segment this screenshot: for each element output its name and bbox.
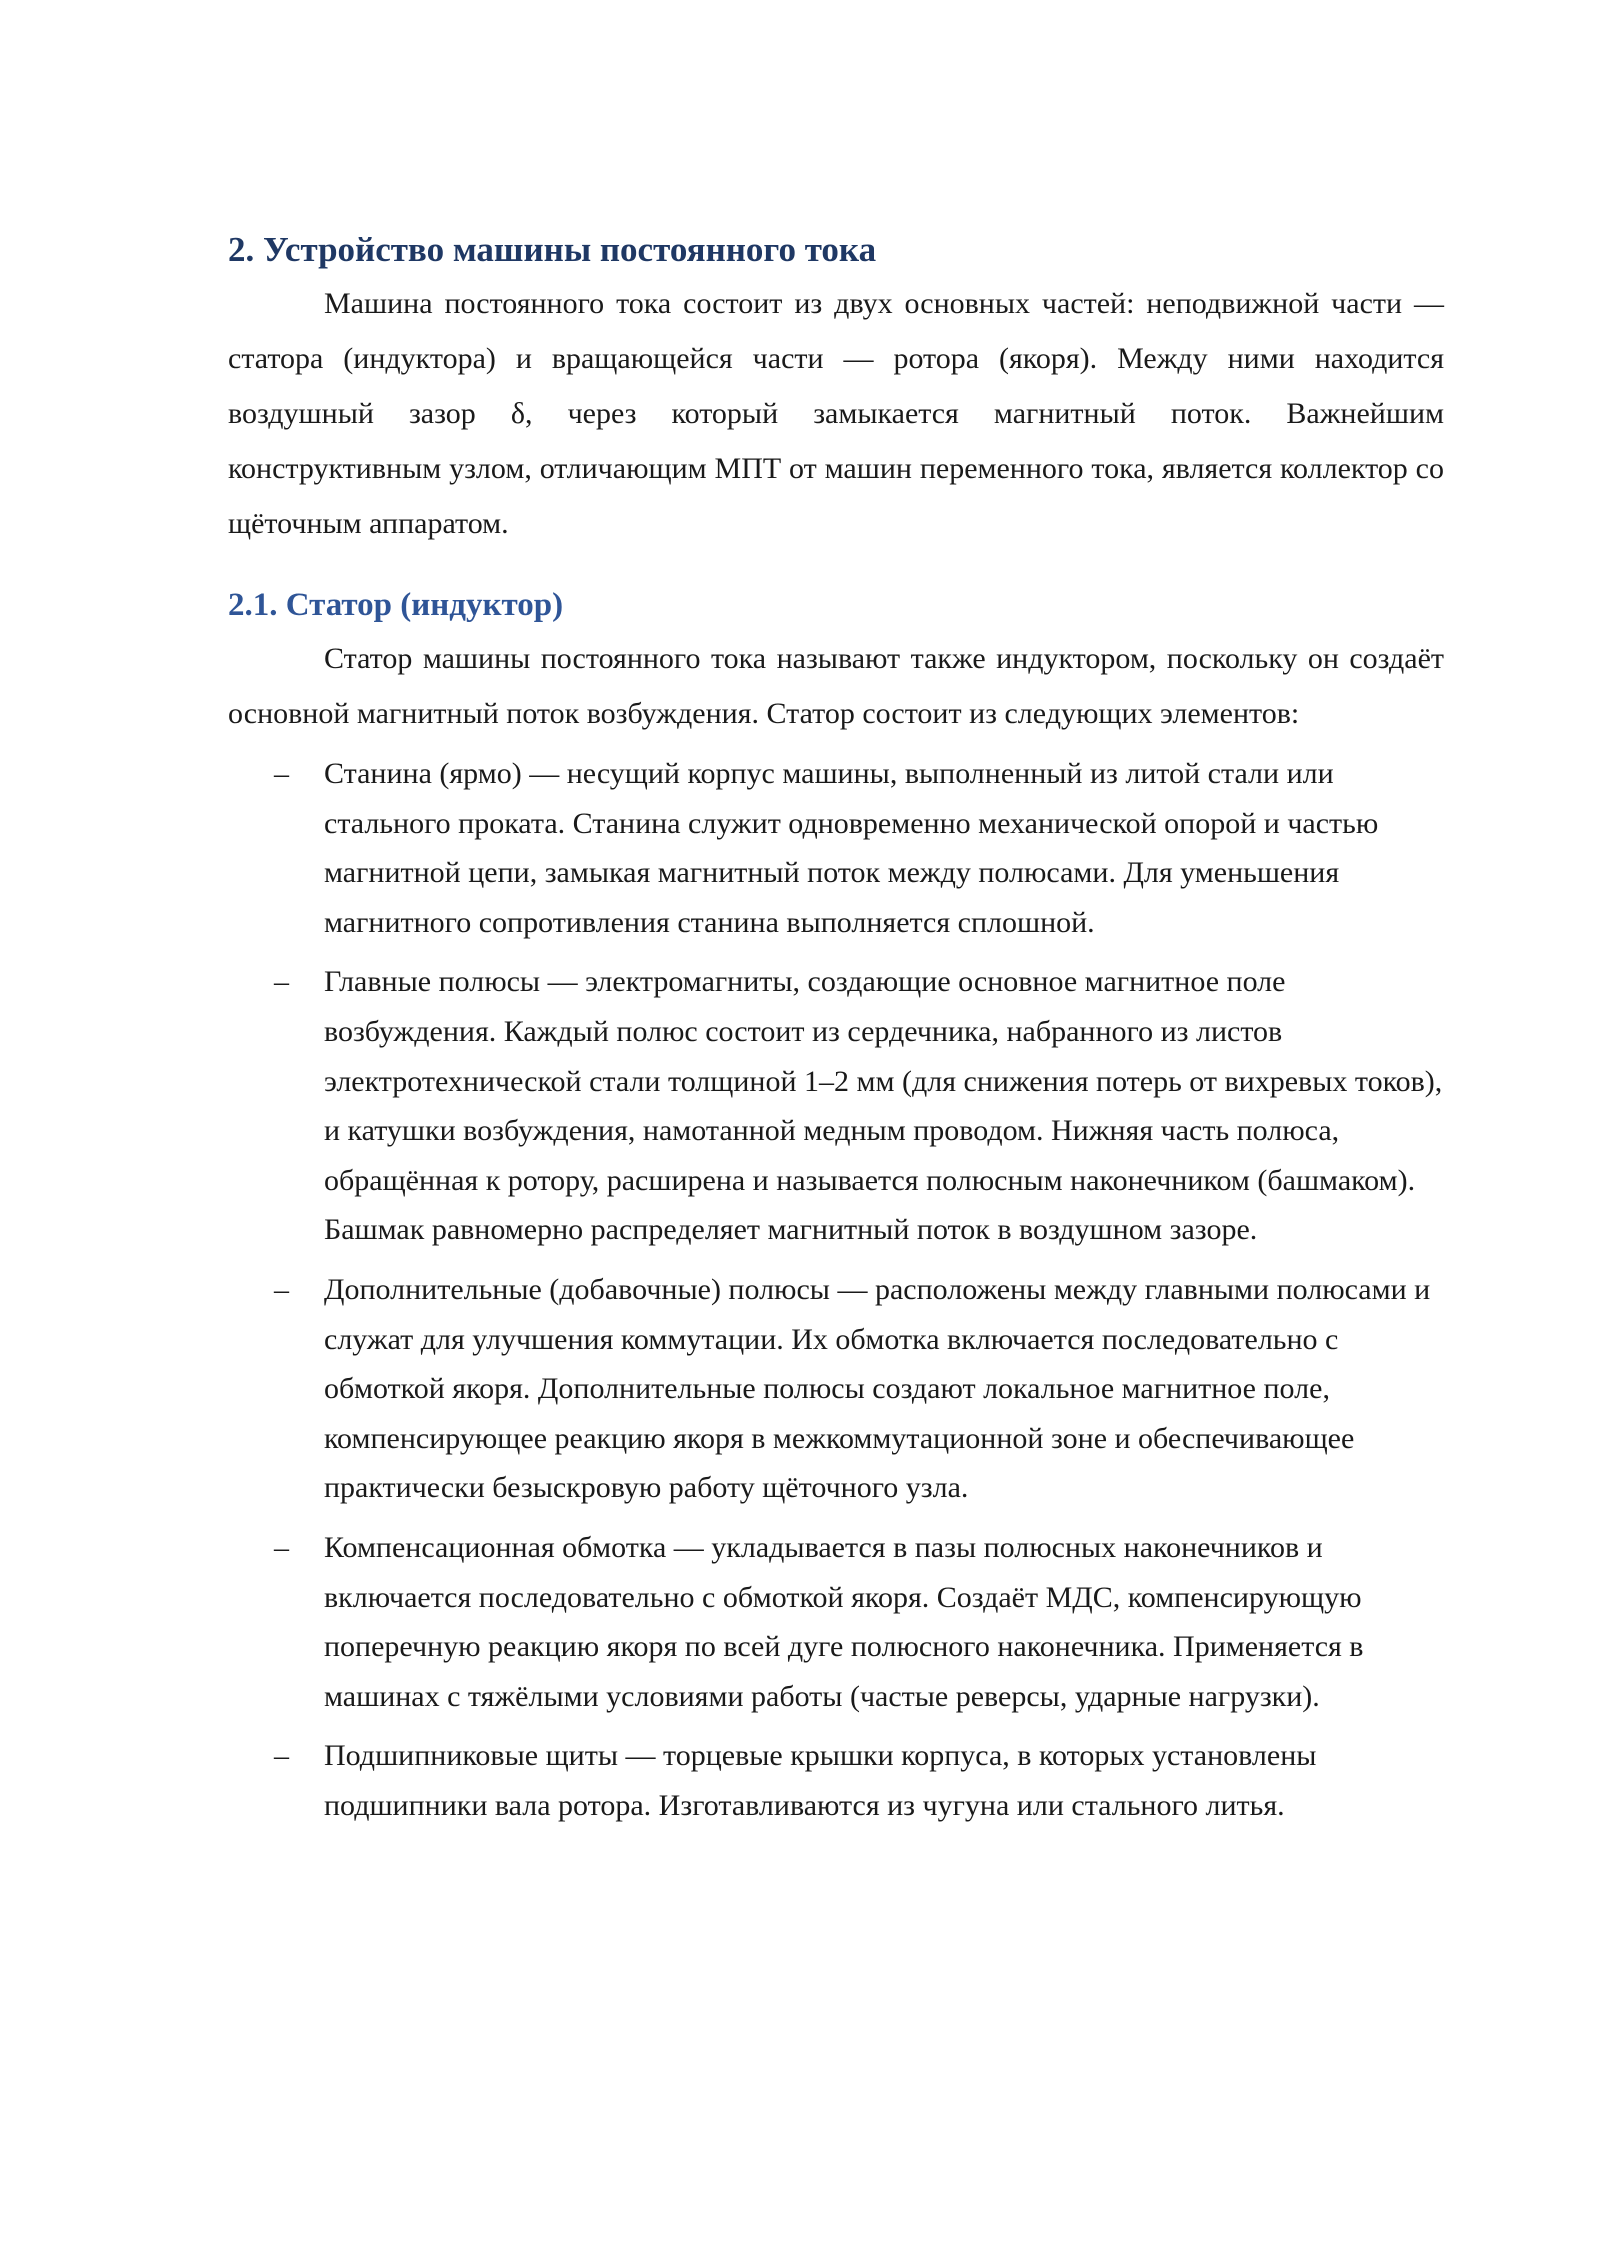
list-item-text: Дополнительные (добавочные) полюсы — расположены между главными полюсами и служат для улучшения коммутации. Их обмотка включается последовательно с обмоткой якоря. Дополнительные полюсы создают локальное магнитное поле, компенсирующее реакцию якоря в межкоммутационной зоне и обеспечивающее практически безыскровую работу щёточного узла. xyxy=(324,1272,1431,1505)
list-item xyxy=(228,1265,1444,1513)
list-marker: – xyxy=(274,1530,289,1564)
list-item-text: Подшипниковые щиты — торцевые крышки корпуса, в которых установлены подшипники вала ротора. Изготавливаются из чугуна или стального литья. xyxy=(324,1739,1317,1822)
document-page xyxy=(228,226,1444,1830)
list-item xyxy=(228,957,1444,1255)
list-marker: – xyxy=(274,757,289,790)
subsection-heading: 2.1. Статор (индуктор) xyxy=(228,587,564,623)
list-marker: – xyxy=(274,1739,289,1773)
list-marker: – xyxy=(274,965,289,999)
subsection-intro-paragraph: Статор машины постоянного тока называют также индуктором, поскольку он создаёт основной магнитный поток возбуждения. Статор состоит из следующих элементов: xyxy=(228,642,1444,730)
section-heading: 2. Устройство машины постоянного тока xyxy=(228,230,877,269)
list-marker: – xyxy=(274,1272,289,1306)
list-item xyxy=(228,1523,1444,1721)
list-item-text: Станина (ярмо) — несущий корпус машины, выполненный из литой стали или стального проката. Станина служит одновременно механической опорой и частью магнитной цепи, замыкая магнитный поток между полюсами. Для уменьшения магнитного сопротивления станина выполняется сплошной. xyxy=(324,757,1379,939)
list-item-text: Компенсационная обмотка — укладывается в пазы полюсных наконечников и включается последовательно с обмоткой якоря. Создаёт МДС, компенсирующую поперечную реакцию якоря по всей дуге полюсного наконечника. Применяется в машинах с тяжёлыми условиями работы (частые реверсы, ударные нагрузки). xyxy=(324,1530,1364,1713)
list-item-text: Главные полюсы — электромагниты, создающие основное магнитное поле возбуждения. Каждый полюс состоит из сердечника, набранного из листов электротехнической стали толщиной 1–2 мм (для снижения потерь от вихревых токов), и катушки возбуждения, намотанной медным проводом. Нижняя часть полюса, обращённая к ротору, расширена и называется полюсным наконечником (башмаком). Башмак равномерно распределяет магнитный поток в воздушном зазоре. xyxy=(324,965,1443,1247)
list-item xyxy=(228,749,1444,947)
stator-elements-list xyxy=(228,749,1444,1830)
section-intro-paragraph: Машина постоянного тока состоит из двух основных частей: неподвижной части — статора (индуктора) и вращающейся части — ротора (якоря). Между ними находится воздушный зазор δ, через который замыкается магнитный поток. Важнейшим конструктивным узлом, отличающим МПТ от машин переменного тока, является коллектор со щёточным аппаратом. xyxy=(228,287,1444,540)
list-item xyxy=(228,1731,1444,1830)
